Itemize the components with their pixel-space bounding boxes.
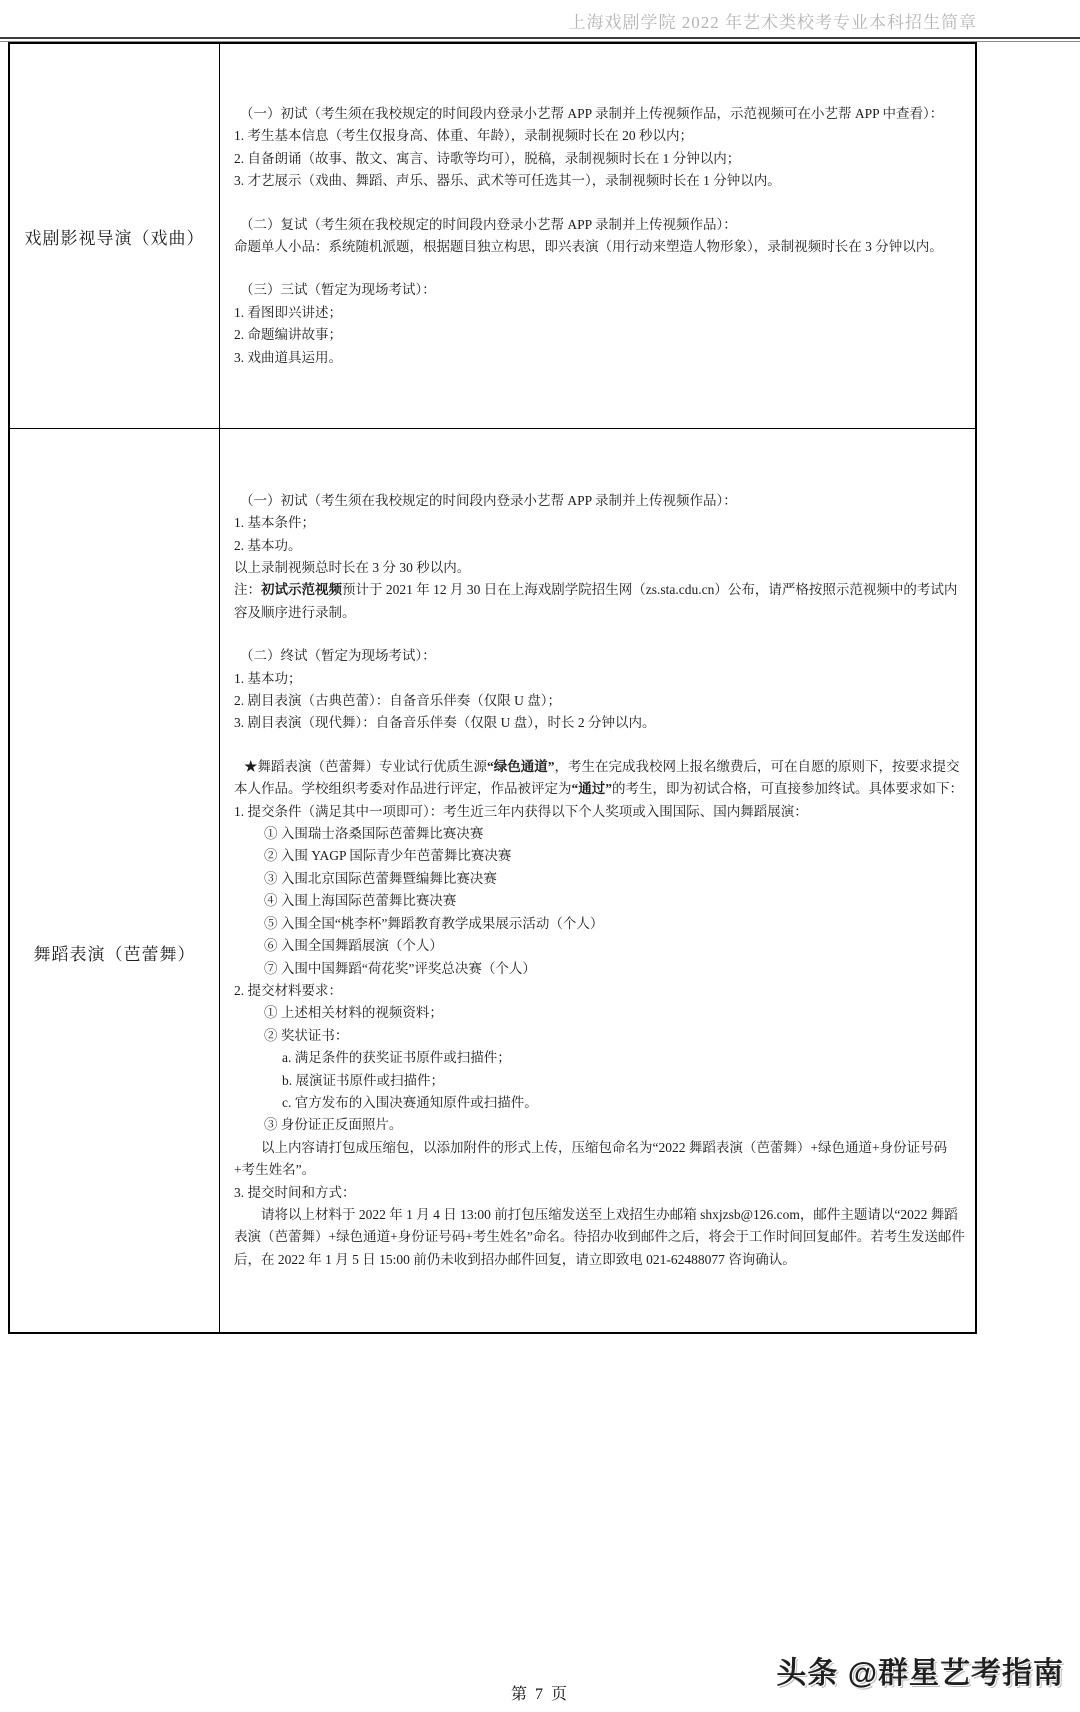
text-line: 1. 考生基本信息（考生仅报身高、体重、年龄），录制视频时长在 20 秒以内； — [234, 128, 693, 144]
watermark-text: 头条 @群星艺考指南 — [776, 1657, 1064, 1690]
major-name-cell — [10, 44, 220, 428]
text-line: （一）初试（考生须在我校规定的时间段内登录小艺帮 APP 录制并上传视频作品，示范视频可在小艺帮 APP 中查看）： — [240, 105, 944, 121]
text-line: a. 满足条件的获奖证书原件或扫描件； — [282, 1050, 511, 1066]
text-line: ② 奖状证书： — [264, 1027, 349, 1043]
text-line: b. 展演证书原件或扫描件； — [282, 1072, 444, 1088]
text-line: 2. 命题编讲故事； — [234, 327, 342, 343]
text-line: ① 入围瑞士洛桑国际芭蕾舞比赛决赛 — [264, 826, 484, 842]
text-line: ④ 入围上海国际芭蕾舞比赛决赛 — [264, 893, 457, 909]
text-line: （二）复试（考生须在我校规定的时间段内登录小艺帮 APP 录制并上传视频作品）： — [240, 216, 737, 232]
text-line: 1. 基本条件； — [234, 515, 315, 531]
text-line: ③ 身份证正反面照片。 — [264, 1117, 403, 1133]
text-line: ② 入围 YAGP 国际青少年芭蕾舞比赛决赛 — [264, 848, 512, 864]
text-line: （一）初试（考生须在我校规定的时间段内登录小艺帮 APP 录制并上传视频作品）： — [240, 492, 737, 508]
text-line: 以上内容请打包成压缩包，以添加附件的形式上传，压缩包命名为“2022 舞蹈表演（芭蕾舞）+绿色通道+身份证号码+考生姓名”。 — [234, 1139, 948, 1178]
text-line: 1. 提交条件（满足其中一项即可）：考生近三年内获得以下个人奖项或入围国际、国内舞蹈展演： — [234, 803, 808, 819]
table-row — [10, 44, 975, 429]
page-header-title: 上海戏剧学院 2022 年艺术类校考专业本科招生简章 — [568, 13, 977, 32]
text-line: 请将以上材料于 2022 年 1 月 4 日 13:00 前打包压缩发送至上戏招生办邮箱 shxjzsb@126.com，邮件主题请以“2022 舞蹈表演（芭蕾舞）+绿色通道+身份证号码+考生姓名”命名。待招办收到邮件之后，将会于工作时间回复邮件。若考生发送邮件后，在 2022 年 1 月 5 日 15:00 前仍未收到招办邮件回复，请立即致电 021-62488077 咨询确认。 — [234, 1206, 965, 1267]
table-row — [10, 429, 975, 1332]
text-line: 3. 才艺展示（戏曲、舞蹈、声乐、器乐、武术等可任选其一），录制视频时长在 1 分钟以内。 — [234, 173, 781, 189]
major-requirements-cell — [220, 44, 975, 428]
text-line: 1. 基本功； — [234, 670, 302, 686]
text-line: 2. 剧目表演（古典芭蕾）：自备音乐伴奏（仅限 U 盘）； — [234, 693, 561, 709]
text-line: ① 上述相关材料的视频资料； — [264, 1005, 443, 1021]
text-line: c. 官方发布的入围决赛通知原件或扫描件。 — [282, 1094, 538, 1110]
text-line: 2. 提交材料要求： — [234, 982, 342, 998]
major-name: 舞蹈表演（芭蕾舞） — [33, 945, 196, 964]
text-line: （三）三试（暂定为现场考试）： — [240, 282, 436, 298]
text-line: 3. 提交时间和方式： — [234, 1184, 356, 1200]
text-line: 以上录制视频总时长在 3 分 30 秒以内。 — [234, 560, 471, 576]
text-line: 3. 戏曲道具运用。 — [234, 349, 342, 365]
text-line: （二）终试（暂定为现场考试）： — [240, 648, 436, 664]
text-line: ⑤ 入围全国“桃李杯”舞蹈教育教学成果展示活动（个人） — [264, 915, 604, 931]
major-name-cell — [10, 429, 220, 1332]
major-requirements-cell — [220, 429, 975, 1332]
text-line: 3. 剧目表演（现代舞）：自备音乐伴奏（仅限 U 盘），时长 2 分钟以内。 — [234, 715, 656, 731]
text-line: ★舞蹈表演（芭蕾舞）专业试行优质生源“绿色通道”，考生在完成我校网上报名缴费后，可在自愿的原则下，按要求提交本人作品。学校组织考委对作品进行评定，作品被评定为“通过”的考生，即为初试合格，可直接参加终试。具体要求如下： — [234, 758, 963, 797]
page-number: 第 7 页 — [510, 1686, 569, 1703]
major-name: 戏剧影视导演（戏曲） — [24, 228, 205, 248]
text-line: 2. 自备朗诵（故事、散文、寓言、诗歌等均可），脱稿，录制视频时长在 1 分钟以内； — [234, 150, 741, 166]
text-line: 2. 基本功。 — [234, 537, 302, 553]
text-line: 命题单人小品：系统随机派题，根据题目独立构思，即兴表演（用行动来塑造人物形象），录制视频时长在 3 分钟以内。 — [234, 239, 943, 254]
text-line: ⑦ 入围中国舞蹈“荷花奖”评奖总决赛（个人） — [264, 960, 536, 976]
majors-table — [8, 42, 977, 1334]
text-line: 注：初试示范视频预计于 2021 年 12 月 30 日在上海戏剧学院招生网（zs.sta.cdu.cn）公布，请严格按照示范视频中的考试内容及顺序进行录制。 — [234, 582, 958, 620]
text-line: ⑥ 入围全国舞蹈展演（个人） — [264, 938, 443, 954]
text-line: ③ 入围北京国际芭蕾舞暨编舞比赛决赛 — [264, 870, 497, 886]
text-line: 1. 看图即兴讲述； — [234, 304, 342, 320]
